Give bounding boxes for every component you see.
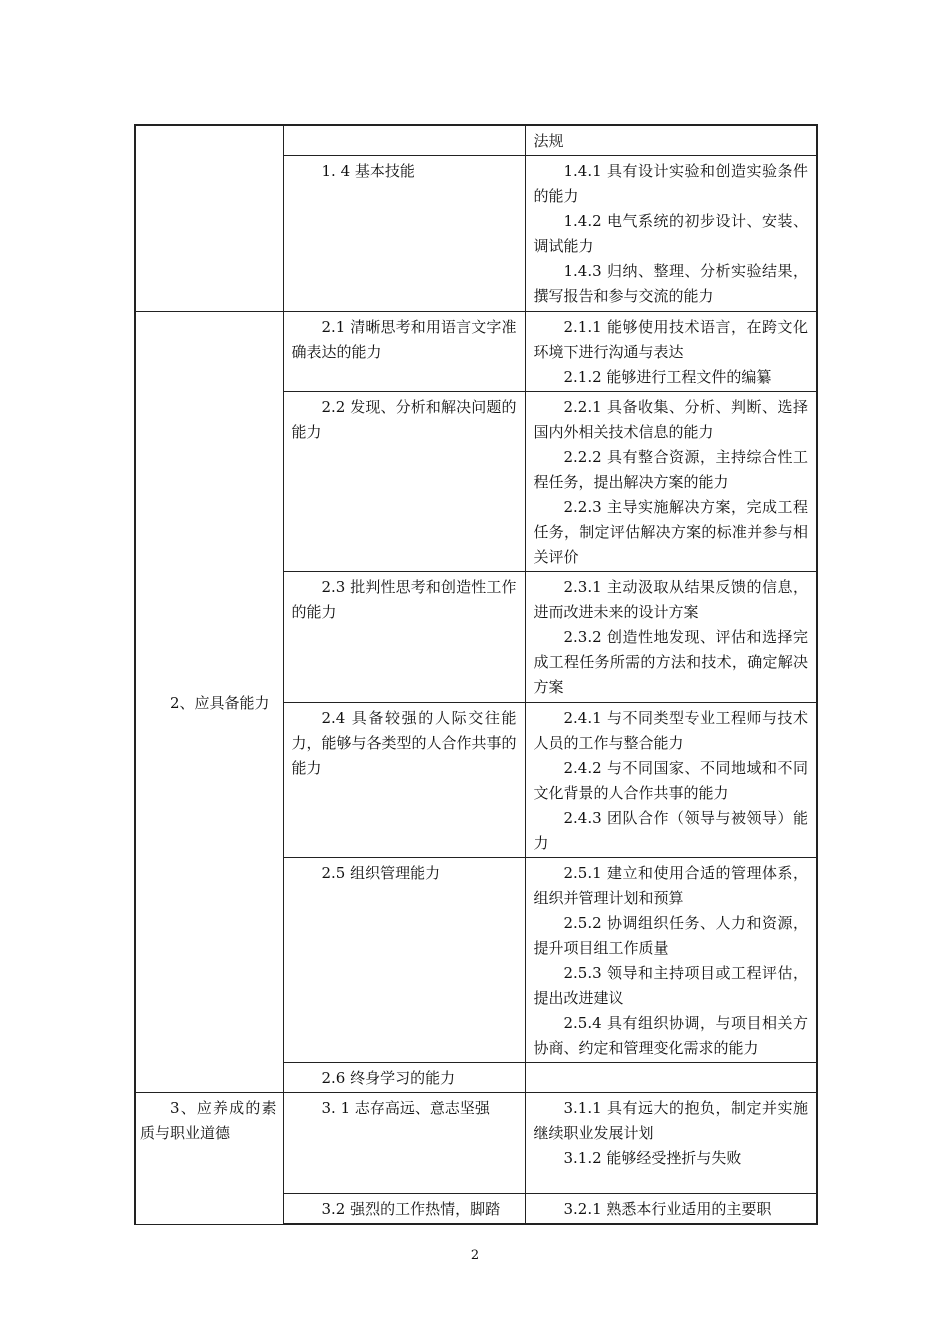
detail-cell <box>525 572 817 703</box>
detail-cell <box>525 392 817 572</box>
detail-text: 2.5.3 领导和主持项目或工程评估，提出改进建议 <box>533 964 808 1007</box>
item-cell <box>283 1093 525 1194</box>
detail-text: 3.1.1 具有远大的抱负，制定并实施继续职业发展计划 <box>533 1099 808 1142</box>
category-cell <box>135 1093 283 1225</box>
detail-cell <box>525 703 817 858</box>
detail-text: 2.3.1 主动汲取从结果反馈的信息，进而改进未来的设计方案 <box>533 578 808 621</box>
page-number: 2 <box>470 1248 480 1263</box>
item-cell <box>283 392 525 572</box>
table-row <box>135 312 817 392</box>
item-cell <box>283 858 525 1063</box>
detail-cell <box>525 1093 817 1194</box>
detail-text: 2.5.2 协调组织任务、人力和资源，提升项目组工作质量 <box>533 914 808 957</box>
table-row <box>135 1093 817 1194</box>
detail-cell <box>525 1063 817 1093</box>
detail-cell <box>525 312 817 392</box>
item-cell <box>283 703 525 858</box>
detail-text: 2.2.1 具备收集、分析、判断、选择国内外相关技术信息的能力 <box>533 398 808 441</box>
item-cell <box>283 1063 525 1093</box>
detail-text: 2.2.2 具有整合资源，主持综合性工程任务，提出解决方案的能力 <box>533 448 808 491</box>
table-row <box>135 125 817 156</box>
item-text: 2.1 清晰思考和用语言文字准确表达的能力 <box>291 318 517 361</box>
item-cell <box>283 572 525 703</box>
category-cell <box>135 312 283 1093</box>
detail-text: 2.1.1 能够使用技术语言，在跨文化环境下进行沟通与表达 <box>533 318 808 361</box>
item-cell <box>283 125 525 156</box>
item-text: 3.2 强烈的工作热情，脚踏 <box>321 1200 501 1218</box>
detail-text: 2.5.4 具有组织协调，与项目相关方协商、约定和管理变化需求的能力 <box>533 1014 808 1057</box>
detail-text: 2.4.2 与不同国家、不同地域和不同文化背景的人合作共事的能力 <box>533 759 808 802</box>
detail-text: 2.1.2 能够进行工程文件的编纂 <box>563 368 772 386</box>
detail-text: 3.1.2 能够经受挫折与失败 <box>563 1149 742 1167</box>
detail-text: 2.4.1 与不同类型专业工程师与技术人员的工作与整合能力 <box>533 709 808 752</box>
item-cell <box>283 312 525 392</box>
detail-cell <box>525 1194 817 1225</box>
item-text: 1. 4 基本技能 <box>321 162 415 180</box>
item-cell <box>283 156 525 312</box>
item-text: 2.6 终身学习的能力 <box>321 1069 456 1087</box>
detail-text: 3.2.1 熟悉本行业适用的主要职 <box>563 1200 772 1218</box>
item-cell <box>283 1194 525 1225</box>
detail-cell <box>525 156 817 312</box>
category-text: 3、应养成的素质与职业道德 <box>140 1099 277 1142</box>
detail-text: 1.4.3 归纳、整理、分析实验结果，撰写报告和参与交流的能力 <box>533 262 808 305</box>
detail-text: 2.2.3 主导实施解决方案，完成工程任务，制定评估解决方案的标准并参与相关评价 <box>533 498 808 566</box>
detail-text: 2.4.3 团队合作（领导与被领导）能力 <box>533 809 808 852</box>
detail-text: 2.5.1 建立和使用合适的管理体系，组织并管理计划和预算 <box>533 864 808 907</box>
competency-table <box>134 124 818 1225</box>
detail-cell <box>525 125 817 156</box>
item-text: 2.3 批判性思考和创造性工作的能力 <box>291 578 517 621</box>
category-text: 2、应具备能力 <box>170 693 270 712</box>
item-text: 2.5 组织管理能力 <box>321 864 441 882</box>
item-text: 2.4 具备较强的人际交往能力，能够与各类型的人合作共事的能力 <box>291 709 517 777</box>
detail-text: 1.4.2 电气系统的初步设计、安装、调试能力 <box>533 212 808 255</box>
detail-text: 2.3.2 创造性地发现、评估和选择完成工程任务所需的方法和技术，确定解决方案 <box>533 628 808 696</box>
item-text: 3. 1 志存高远、意志坚强 <box>321 1099 490 1117</box>
detail-text: 法规 <box>533 132 564 150</box>
detail-text: 1.4.1 具有设计实验和创造实验条件的能力 <box>533 162 808 205</box>
item-text: 2.2 发现、分析和解决问题的能力 <box>291 398 517 441</box>
detail-cell <box>525 858 817 1063</box>
category-cell <box>135 125 283 312</box>
